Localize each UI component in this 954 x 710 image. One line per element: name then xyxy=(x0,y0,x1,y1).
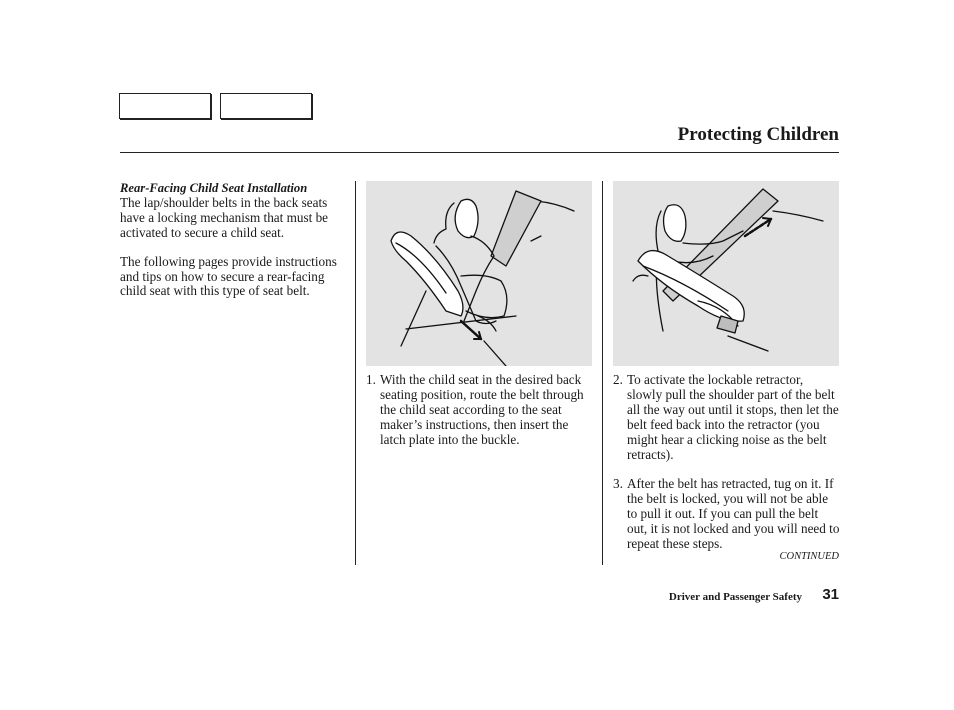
page-title: Protecting Children xyxy=(677,124,839,145)
step-2-number: 2. xyxy=(613,372,623,387)
page-number: 31 xyxy=(822,586,839,603)
header-rule xyxy=(120,152,839,153)
section-subheading: Rear-Facing Child Seat Installation xyxy=(120,181,308,195)
intro-column xyxy=(120,181,348,299)
illustration-route-belt xyxy=(366,181,592,366)
step-1-number: 1. xyxy=(366,372,376,387)
intro-paragraph-1: The lap/shoulder belts in the back seats have a locking mechanism that must be activated to secure a child seat. xyxy=(120,194,329,240)
illustration-pull-belt xyxy=(613,181,839,366)
step-3-text: After the belt has retracted, tug on it. If the belt is locked, you will not be able to pull it out. If you can pull the belt out, it is not locked and you will need to repeat these steps. xyxy=(627,476,840,551)
figure-step-2 xyxy=(613,181,839,366)
footer-section-title: Driver and Passenger Safety xyxy=(668,591,802,603)
column-divider-1 xyxy=(355,181,356,565)
column-divider-2 xyxy=(602,181,603,565)
nav-tab-1[interactable] xyxy=(119,93,211,119)
step-1-text: With the child seat in the desired back seating position, route the belt through the child seat according to the seat maker’s instructions, then insert the latch plate into the buckle. xyxy=(380,372,584,447)
figure-step-1 xyxy=(366,181,592,366)
step-2-text: To activate the lockable retractor, slowly pull the shoulder part of the belt all the way out until it stops, then let the belt feed back into the retractor (you might hear a clicking noise as the belt retracts). xyxy=(627,372,839,462)
nav-tab-2[interactable] xyxy=(220,93,312,119)
intro-paragraph-2: The following pages provide instructions and tips on how to secure a rear-facing child seat with this type of seat belt. xyxy=(120,253,337,299)
continued-label: CONTINUED xyxy=(779,551,839,562)
step-3-number: 3. xyxy=(613,476,623,491)
